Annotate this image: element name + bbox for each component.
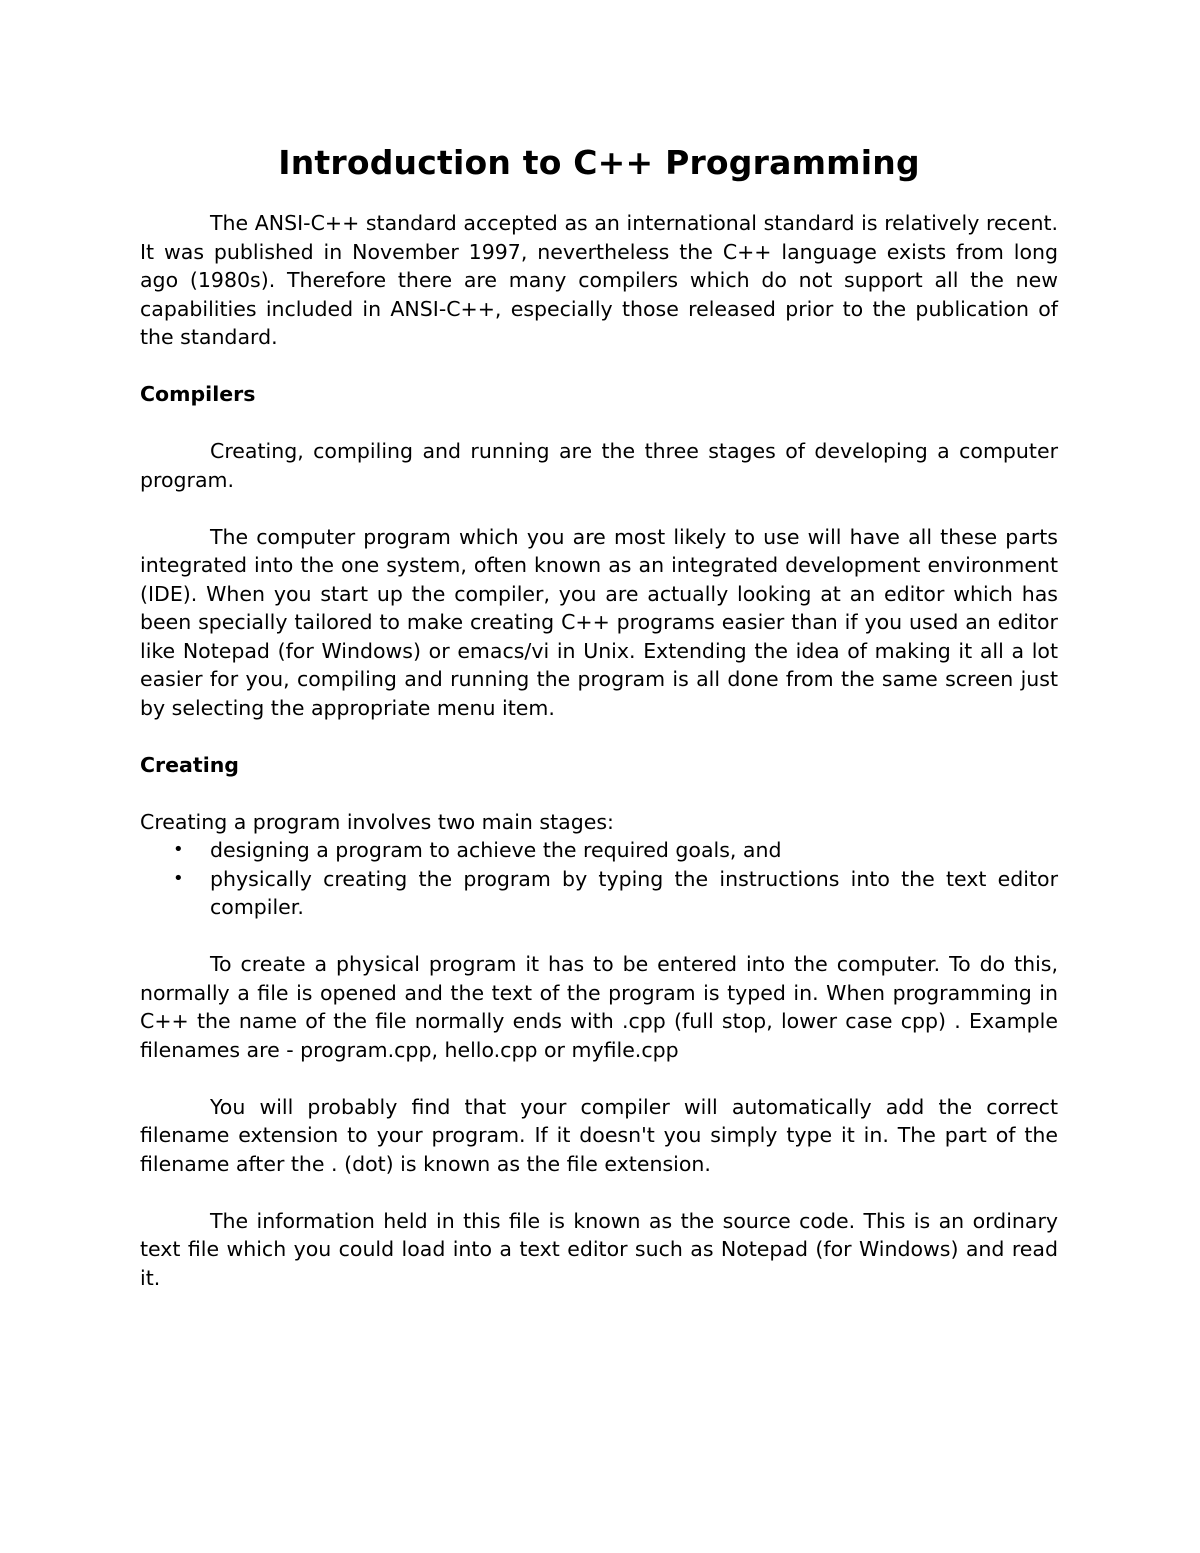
document-title: Introduction to C++ Programming — [278, 143, 920, 182]
intro-paragraph: The ANSI-C++ standard accepted as an international standard is relatively recent. It was published in November 1997, nevertheless the C++ language exists from long ago (1980s). Therefore there are many compilers which do not support all the new capabilities included in ANSI-C++, especially those released prior to the publication of the standard. — [140, 211, 1058, 349]
compilers-paragraph-2: The computer program which you are most likely to use will have all these parts integrated into the one system, often known as an integrated development environment (IDE). When you start up the compiler, you are actually looking at an editor which has been specially tailored to make creating C++ programs easier than if you used an editor like Notepad (for Windows) or emacs/vi in Unix. Extending the idea of making it all a lot easier for you, compiling and running the program is all done from the same screen just by selecting the appropriate menu item. — [140, 524, 1058, 720]
section-heading-creating: Creating — [140, 752, 239, 777]
list-item — [140, 836, 1058, 865]
compilers-paragraph-1: Creating, compiling and running are the three stages of developing a computer program. — [140, 439, 1058, 492]
creating-paragraph-1: To create a physical program it has to be entered into the computer. To do this, normally a file is opened and the text of the program is typed in. When programming in C++ the name of the file normally ends with .cpp (full stop, lower case cpp) . Example filenames are - program.cpp, hello.cpp or myfile.cpp — [140, 952, 1058, 1062]
list-item — [140, 865, 1058, 922]
creating-lead: Creating a program involves two main stages: — [140, 809, 614, 834]
list-item-text: physically creating the program by typing the instructions into the text editor compiler. — [210, 866, 1058, 919]
section-heading-compilers: Compilers — [140, 382, 256, 406]
list-item-text: designing a program to achieve the required goals, and — [210, 838, 782, 862]
creating-paragraph-2: You will probably find that your compiler will automatically add the correct filename extension to your program. If it doesn't you simply type it in. The part of the filename after the . (dot) is known as the file extension. — [140, 1094, 1058, 1176]
creating-paragraph-3: The information held in this file is known as the source code. This is an ordinary text file which you could load into a text editor such as Notepad (for Windows) and read it. — [140, 1208, 1058, 1290]
creating-stage-list — [140, 836, 1058, 922]
bullet-icon: • — [173, 867, 184, 889]
bullet-icon: • — [173, 839, 184, 860]
document-page — [140, 140, 1058, 1292]
